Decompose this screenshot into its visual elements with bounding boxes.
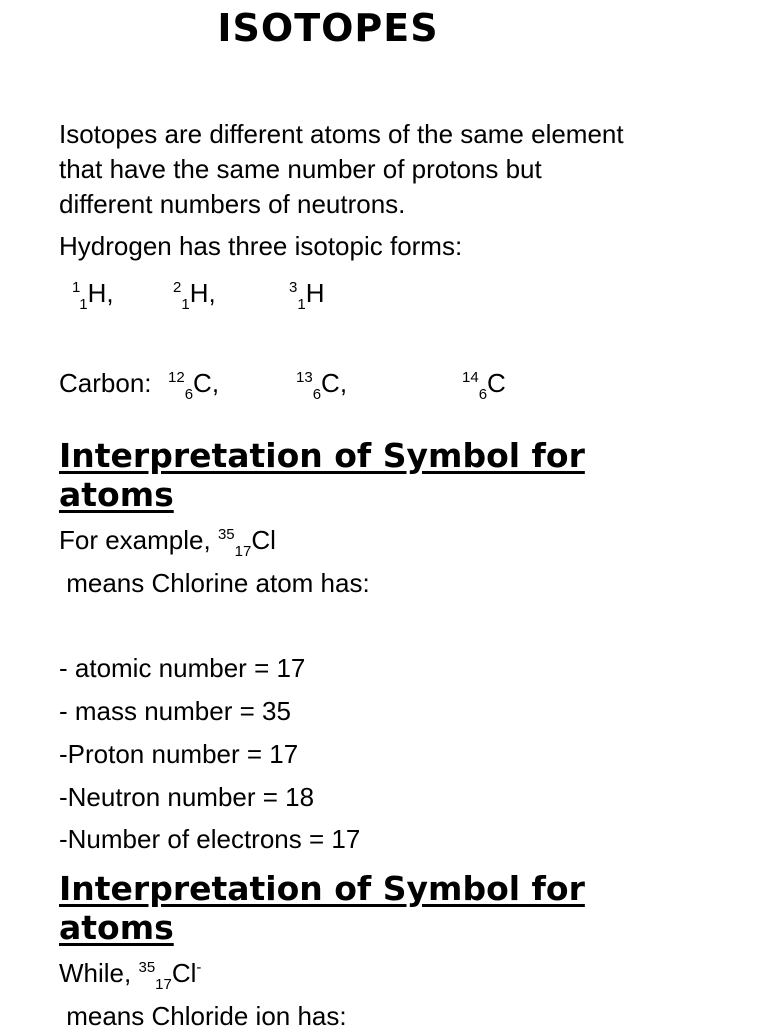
- isotope-hydrogen-2: $^2_1$H,: [173, 278, 216, 313]
- carbon-label: Carbon:: [59, 368, 152, 398]
- list-item: - atomic number = 17: [59, 653, 306, 683]
- list-item: -Proton number = 17: [59, 739, 299, 769]
- section-heading-2: Interpretation of Symbol for: [59, 869, 585, 908]
- definition-line-3: different numbers of neutrons.: [59, 189, 406, 219]
- example-chloride-ion: While, $^{35}_{17}$Cl-: [59, 958, 202, 993]
- list-item: -Neutron number = 18: [59, 782, 315, 812]
- section-heading-2-cont: atoms: [59, 908, 174, 947]
- isotope-carbon-12: $^{12}_6$C,: [168, 368, 220, 403]
- hydrogen-intro: Hydrogen has three isotopic forms:: [59, 231, 463, 261]
- definition-line-1: Isotopes are different atoms of the same element: [59, 119, 624, 149]
- definition-line-2: that have the same number of protons but: [59, 154, 542, 184]
- section-heading-1: Interpretation of Symbol for: [59, 436, 585, 475]
- isotope-hydrogen-3: $^3_1$H: [289, 278, 325, 313]
- chloride-means: means Chloride ion has:: [59, 1001, 347, 1031]
- isotope-hydrogen-1: $^1_1$H,: [72, 278, 114, 313]
- page-title: ISOTOPES: [217, 6, 439, 50]
- isotope-carbon-14: $^{14}_6$C: [462, 368, 506, 403]
- chlorine-means: means Chlorine atom has:: [59, 568, 370, 598]
- example-chlorine: For example, $^{35}_{17}$Cl: [59, 525, 276, 560]
- section-heading-1-cont: atoms: [59, 475, 174, 514]
- isotope-carbon-13: $^{13}_6$C,: [296, 368, 348, 403]
- list-item: - mass number = 35: [59, 696, 291, 726]
- list-item: -Number of electrons = 17: [59, 824, 361, 854]
